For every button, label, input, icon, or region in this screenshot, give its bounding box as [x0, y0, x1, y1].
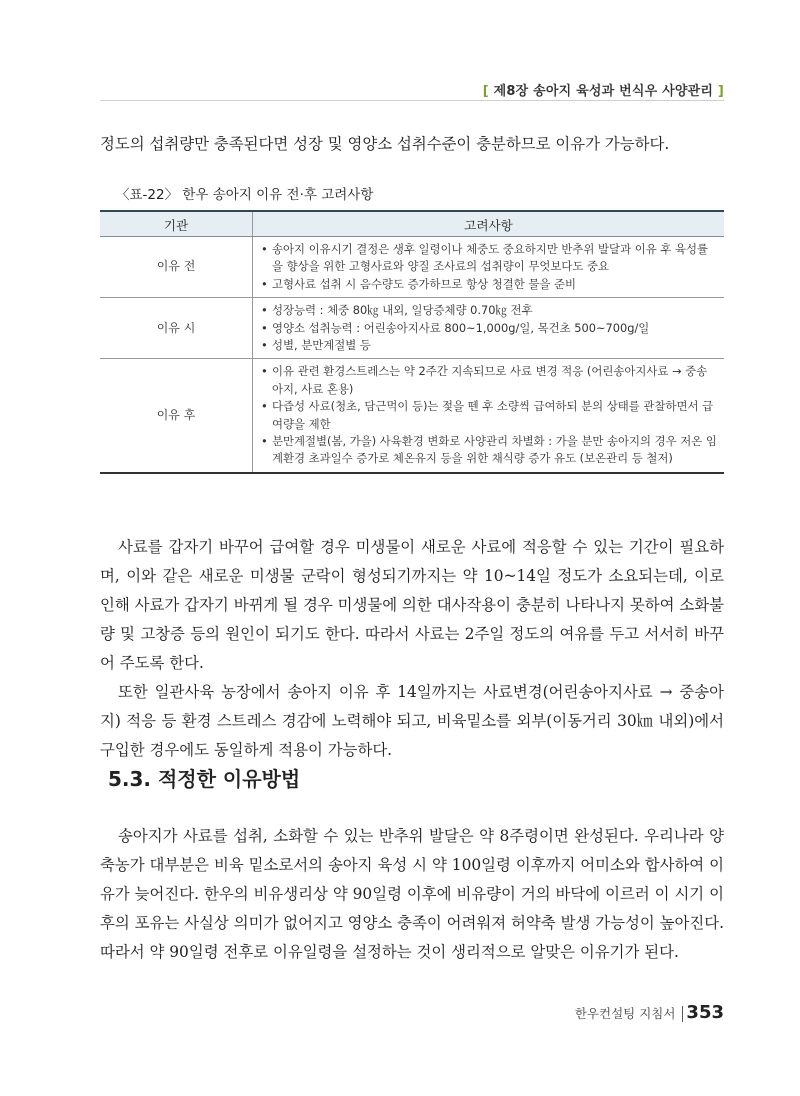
considerations-table — [100, 210, 724, 474]
section-heading: 5.3. 적정한 이유방법 — [108, 767, 301, 791]
list-item: • 다즙성 사료(청초, 담근먹이 등)는 젖을 뗀 후 소량씩 급여하되 분의 상태를 관찰하면서 급여량을 제한 — [261, 398, 718, 433]
footer-divider — [682, 1006, 683, 1022]
body-paragraph: 사료를 갑자기 바꾸어 급여할 경우 미생물이 새로운 사료에 적응할 수 있는 기간이 필요하며, 이와 같은 새로운 미생물 군락이 형성되기까지는 약 10~14일 정도가 소요되는데, 이로 인해 사료가 갑자기 바뀌게 될 경우 미생물에 의한 대사작용이 충분히 나타나지 못하여 소화불량 및 고창증 등의 원인이 되기도 한다. 따라서 사료는 2주일 정도의 여유를 두고 서서히 바꾸어 주도록 한다. — [100, 538, 724, 672]
stage-cell: 이유 시 — [100, 298, 253, 359]
list-item: • 이유 관련 환경스트레스는 약 2주간 지속되므로 사료 변경 적응 (어린송아지사료 → 중송아지, 사료 혼용) — [261, 363, 718, 398]
considerations-cell — [253, 298, 725, 359]
stage-cell: 이유 전 — [100, 237, 253, 298]
list-item: • 성장능력 : 체중 80㎏ 내외, 일당증체량 0.70㎏ 전후 — [261, 302, 718, 319]
considerations-cell — [253, 359, 725, 473]
intro-paragraph: 정도의 섭취량만 충족된다면 성장 및 영양소 섭취수준이 충분하므로 이유가 가능하다. — [100, 135, 670, 153]
header-considerations: 고려사항 — [253, 211, 725, 237]
body-paragraph: 또한 일관사육 농장에서 송아지 이유 후 14일까지는 사료변경(어린송아지사료 → 중송아지) 적응 등 환경 스트레스 경감에 노력해야 되고, 비육밑소를 외부(이동거리 30㎞ 내외)에서 구입한 경우에도 동일하게 적용이 가능하다. — [100, 683, 724, 759]
header-divider — [100, 100, 724, 101]
table-caption: 〈표-22〉 한우 송아지 이유 전·후 고려사항 — [116, 187, 374, 203]
table-row — [100, 359, 724, 473]
table-header-row — [100, 211, 724, 237]
list-item: • 송아지 이유시기 결정은 생후 일령이나 체중도 중요하지만 반추위 발달과 이유 후 육성률을 향상을 위한 고형사료와 양질 조사료의 섭취량이 무엇보다도 중요 — [261, 241, 718, 276]
table-row — [100, 237, 724, 298]
page-number: 353 — [686, 1002, 724, 1023]
stage-cell: 이유 후 — [100, 359, 253, 473]
header-bracket-open: [ — [482, 84, 489, 99]
header-stage: 기관 — [100, 211, 253, 237]
chapter-title: 제8장 송아지 육성과 번식우 사양관리 — [493, 84, 714, 99]
list-item: • 영양소 섭취능력 : 어린송아지사료 800~1,000g/일, 목건초 500~700g/일 — [261, 320, 718, 337]
list-item: • 성별, 분만계절별 등 — [261, 337, 718, 354]
book-title: 한우컨설팅 지침서 — [574, 1006, 676, 1021]
page-footer — [575, 1002, 724, 1023]
header-bracket-close: ] — [717, 84, 724, 99]
list-item: • 고형사료 섭취 시 음수량도 증가하므로 항상 청결한 물을 준비 — [261, 276, 718, 293]
considerations-cell — [253, 237, 725, 298]
chapter-header — [483, 80, 724, 99]
section-paragraph: 송아지가 사료를 섭취, 소화할 수 있는 반추위 발달은 약 8주령이면 완성된다. 우리나라 양축농가 대부분은 비육 밑소로서의 송아지 육성 시 약 100일령 이후까지 어미소와 합사하여 이유가 늦어진다. 한우의 비유생리상 약 90일령 이후에 비유량이 거의 바닥에 이르러 이 시기 이후의 포유는 사실상 의미가 없어지고 영양소 충족이 어려워져 허약축 발생 가능성이 높아진다. 따라서 약 90일령 전후로 이유일령을 설정하는 것이 생리적으로 알맞은 이유기가 된다. — [100, 827, 724, 961]
list-item: • 분만계절별(봄, 가을) 사육환경 변화로 사양관리 차별화 : 가을 분만 송아지의 경우 저온 임계환경 초과일수 증가로 체온유지 등을 위한 채식량 증가 유도 (보온관리 등 철저) — [261, 433, 718, 468]
table-row — [100, 298, 724, 359]
